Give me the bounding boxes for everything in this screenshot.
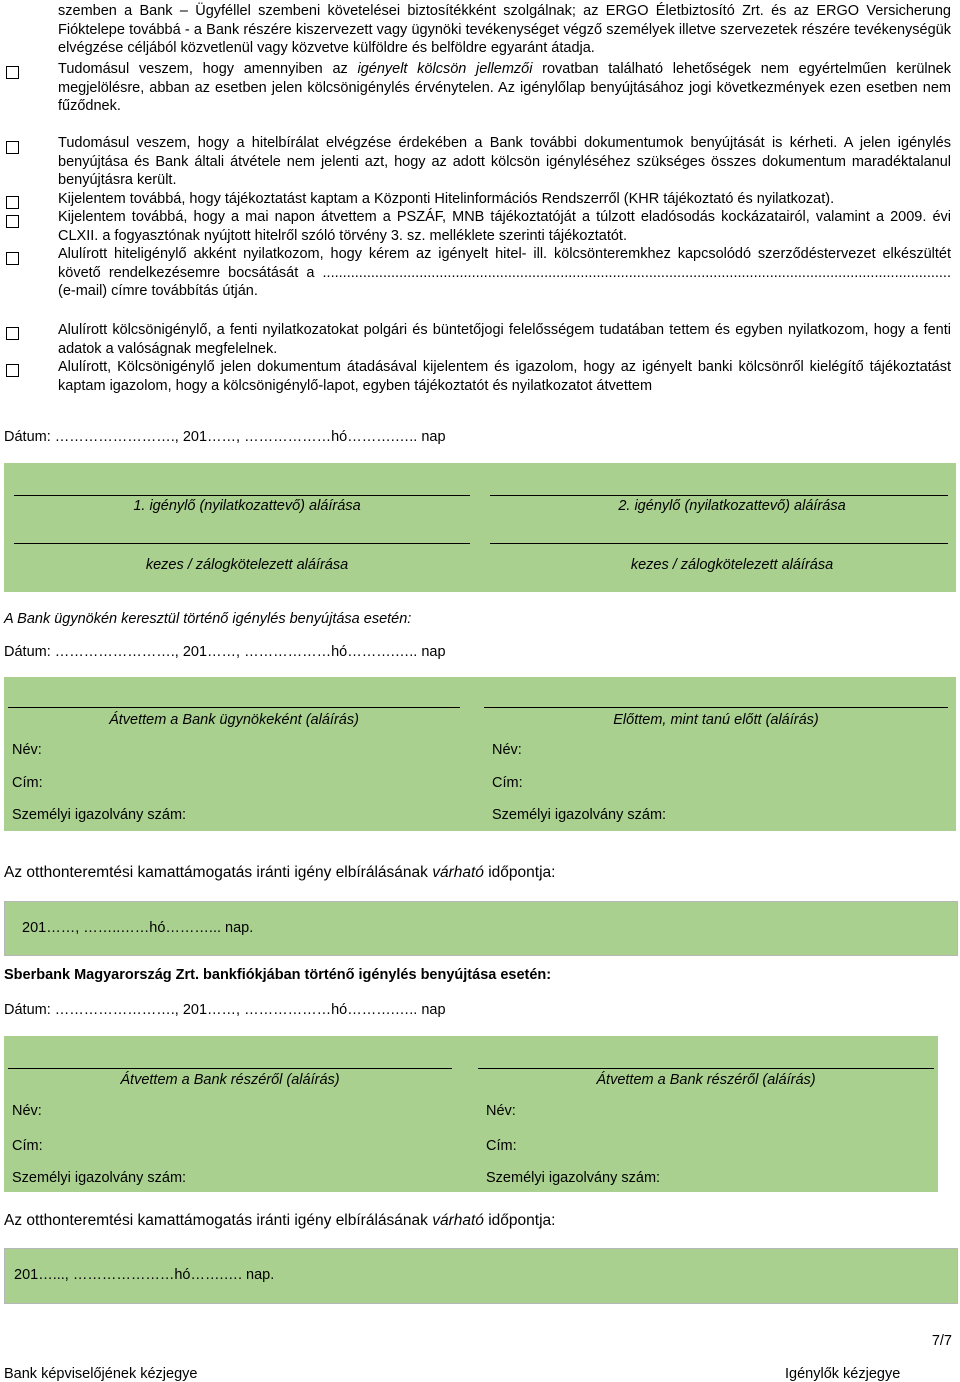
date-line-2: Dátum: ……………………., 201……, ………………hó……….….. nap xyxy=(4,644,446,660)
guarantor2-signature-label: kezes / zálogkötelezett aláírása xyxy=(630,557,834,573)
guarantor2-signature-line[interactable] xyxy=(490,543,948,544)
branch-right-address-label: Cím: xyxy=(486,1138,517,1154)
agent-name-label: Név: xyxy=(12,742,42,758)
statement-checkbox-3[interactable] xyxy=(6,196,19,209)
applicant1-signature-label: 1. igénylő (nyilatkozattevő) aláírása xyxy=(133,498,361,514)
statement-1-italic: igényelt kölcsön jellemzői xyxy=(357,61,533,77)
page-number: 7/7 xyxy=(931,1333,952,1349)
statement-checkbox-2[interactable] xyxy=(6,141,19,154)
footer-bank-initials: Bank képviselőjének kézjegye xyxy=(4,1366,198,1382)
date-line-1: Dátum: ……………………., 201……, ………………hó……….….. nap xyxy=(4,429,446,445)
branch-box xyxy=(4,1036,938,1192)
applicant2-signature-label: 2. igénylő (nyilatkozattevő) aláírása xyxy=(618,498,846,514)
statement-checkbox-6[interactable] xyxy=(6,327,19,340)
witness-name-label: Név: xyxy=(492,742,522,758)
applicant2-signature-line[interactable] xyxy=(490,495,948,496)
witness-address-label: Cím: xyxy=(492,775,523,791)
statement-checkbox-5[interactable] xyxy=(6,252,19,265)
branch-right-id-label: Személyi igazolvány szám: xyxy=(486,1170,661,1186)
subsidy-date-box-1[interactable] xyxy=(4,901,958,956)
statement-2: Tudomásul veszem, hogy a hitelbírálat elvégzése érdekében a Bank további dokumentumok benyújtását is kérheti. A jelen igénylés benyújtása és Bank általi átvétele nem jelenti azt, hogy az adott kölcsön igényléséhez szükséges összes dokumentum maradéktalanul benyújtásra került. xyxy=(58,135,951,188)
footer-applicant-initials: Igénylők kézjegye xyxy=(785,1366,901,1382)
witness-signature-line[interactable] xyxy=(484,707,948,708)
subsidy-date-box-2[interactable] xyxy=(4,1248,958,1304)
statement-3: Kijelentem továbbá, hogy tájékoztatást kaptam a Központi Hitelinformációs Rendszerről (KHR tájékoztató és nyilatkozat). xyxy=(58,191,835,207)
statement-6: Alulírott kölcsönigénylő, a fenti nyilatkozatokat polgári és büntetőjogi felelősségem tudatában tettem és egyben nyilatkozom, hogy a fenti adatok a valóságnak megfelelnek. xyxy=(58,322,951,357)
agent-heading: A Bank ügynökén keresztül történő igénylés benyújtása esetén: xyxy=(4,611,412,627)
agent-signature-line[interactable] xyxy=(8,707,460,708)
date-line-3: Dátum: ……………………., 201……, ………………hó……….….. nap xyxy=(4,1002,446,1018)
subsidy-date-2: 201…..., …………………hó…….…. nap. xyxy=(14,1267,275,1283)
guarantor1-signature-line[interactable] xyxy=(14,543,470,544)
statement-checkbox-7[interactable] xyxy=(6,364,19,377)
branch-left-id-label: Személyi igazolvány szám: xyxy=(12,1170,187,1186)
agent-address-label: Cím: xyxy=(12,775,43,791)
branch-right-signature-label: Átvettem a Bank részéről (aláírás) xyxy=(596,1072,816,1088)
statement-1-post: rovatban található lehetőségek nem egyértelműen kerülnek megjelölésre, abban az esetben jelen kölcsönigénylés érvénytelen. Az igénylőlap benyújtásához jogi következmények ezen esetben nem fűződnek. xyxy=(58,61,951,114)
branch-right-signature-line[interactable] xyxy=(478,1068,934,1069)
witness-signature-label: Előttem, mint tanú előtt (aláírás) xyxy=(613,712,819,728)
subsidy-line-1: Az otthonteremtési kamattámogatás iránti igény elbírálásának várható időpontja: xyxy=(4,864,556,881)
statement-checkbox-4[interactable] xyxy=(6,215,19,228)
statement-checkbox-1[interactable] xyxy=(6,66,19,79)
statement-5: Alulírott hiteligénylő akként nyilatkozom, hogy kérem az igényelt hitel- ill. kölcsönteremkhez kapcsolódó szerződéstervezet elkészültét követő rendelkezésemre bocsátását a ............................................................................................................................................................ (e-mail) címre továbbítás útján. xyxy=(58,246,951,299)
branch-right-name-label: Név: xyxy=(486,1103,516,1119)
statement-1 xyxy=(58,60,951,116)
branch-left-signature-line[interactable] xyxy=(8,1068,452,1069)
guarantor1-signature-label: kezes / zálogkötelezett aláírása xyxy=(145,557,349,573)
branch-left-name-label: Név: xyxy=(12,1103,42,1119)
subsidy-line-2: Az otthonteremtési kamattámogatás iránti igény elbírálásának várható időpontja: xyxy=(4,1212,556,1229)
intro-paragraph: szemben a Bank – Ügyféllel szembeni követelései biztosítékként szolgálnak; az ERGO Életbiztosító Zrt. és az ERGO Versicherung Fióktelepe továbbá - a Bank részére kiszervezett vagy ügynöki tevékenységet végző személyek illetve szervezetek részére tevékenységük elvégzése céljából közvetlenül vagy közvetve külföldre és belföldre egyaránt átadja. xyxy=(58,3,951,56)
applicant1-signature-line[interactable] xyxy=(14,495,470,496)
statement-1-pre: Tudomásul veszem, hogy amennyiben az xyxy=(58,61,358,77)
agent-signature-label: Átvettem a Bank ügynökeként (aláírás) xyxy=(109,712,359,728)
subsidy-date-1: 201……, ……..……hó………... nap. xyxy=(22,920,254,936)
branch-heading: Sberbank Magyarország Zrt. bankfiókjában történő igénylés benyújtása esetén: xyxy=(4,967,552,983)
statement-7: Alulírott, Kölcsönigénylő jelen dokumentum átadásával kijelentem és igazolom, hogy az igényelt banki kölcsönről kielégítő tájékoztatást kaptam igazolom, hogy a kölcsönigénylő-lapot, egyben tájékoztatót és nyilatkozatot átvettem xyxy=(58,359,951,394)
branch-left-address-label: Cím: xyxy=(12,1138,43,1154)
branch-left-signature-label: Átvettem a Bank részéről (aláírás) xyxy=(120,1072,340,1088)
agent-id-label: Személyi igazolvány szám: xyxy=(12,807,187,823)
witness-id-label: Személyi igazolvány szám: xyxy=(492,807,667,823)
statement-4: Kijelentem továbbá, hogy a mai napon átvettem a PSZÁF, MNB tájékoztatóját a túlzott eladósodás kockázatairól, valamint a 2009. évi CLXII. a fogyasztónak nyújtott hitelről szóló törvény 3. sz. melléklete szerinti tájékoztatót. xyxy=(58,209,951,244)
